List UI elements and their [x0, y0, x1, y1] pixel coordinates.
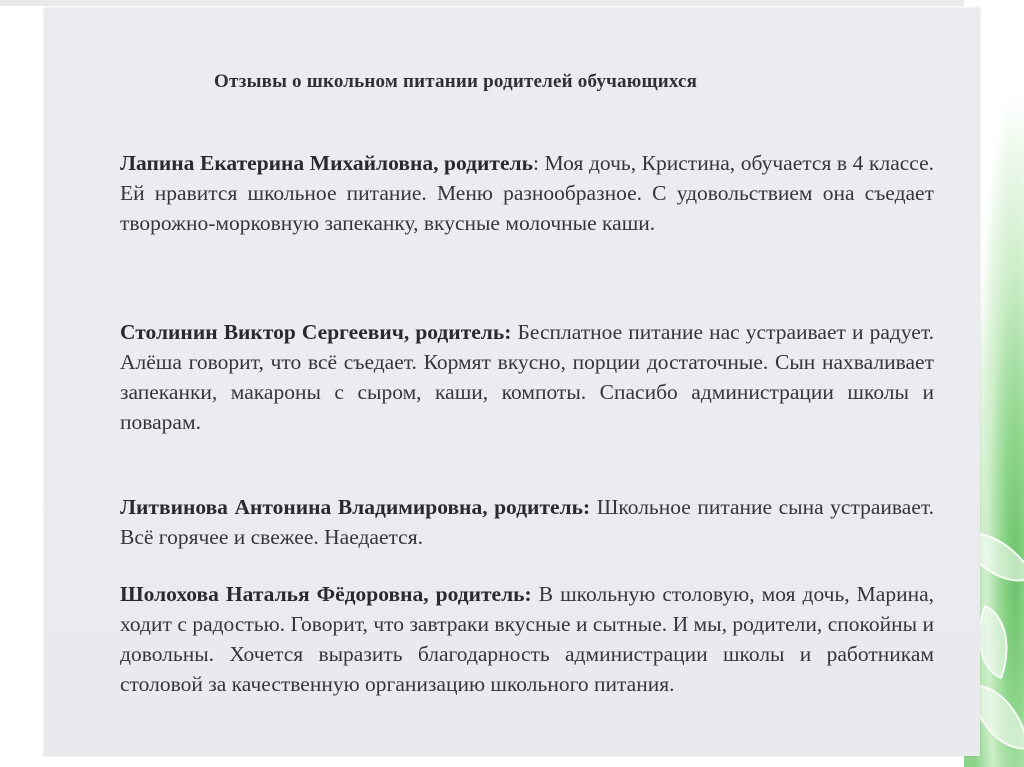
document-photo	[44, 8, 980, 756]
review-litvinova	[120, 492, 934, 552]
review-author: Литвинова Антонина Владимировна, родитель:	[120, 495, 591, 519]
review-separator	[532, 582, 539, 606]
review-lapina	[120, 148, 934, 238]
review-sholokhova	[120, 579, 934, 699]
review-text: Школьное питание сына устраивает. Всё горячее и свежее. Наедается.	[120, 495, 935, 549]
review-author: Шолохова Наталья Фёдоровна, родитель:	[120, 582, 532, 606]
top-border-strip	[0, 0, 1024, 6]
review-author: Столинин Виктор Сергеевич, родитель:	[120, 320, 512, 344]
review-separator: :	[532, 151, 545, 175]
review-stolinin	[120, 317, 934, 437]
document-title: Отзывы о школьном питании родителей обучающихся	[214, 71, 698, 92]
review-author: Лапина Екатерина Михайловна, родитель	[120, 151, 533, 175]
review-text: В школьную столовую, моя дочь, Марина, ходит с радостью. Говорит, что завтраки вкусные и сытные. И мы, родители, спокойны и довольны. Хочется выразить благодарность администрации школы и работникам столовой за качественную организацию школьного питания.	[120, 582, 935, 696]
review-text: Бесплатное питание нас устраивает и радует. Алёша говорит, что всё съедает. Кормят вкусно, порции достаточные. Сын нахваливает запеканки, макароны с сыром, каши, компоты. Спасибо администрации школы и поварам.	[120, 320, 935, 434]
review-text: Моя дочь, Кристина, обучается в 4 классе. Ей нравится школьное питание. Меню разнообразное. С удовольствием она съедает творожно-морковную запеканку, вкусные молочные каши.	[120, 151, 934, 235]
